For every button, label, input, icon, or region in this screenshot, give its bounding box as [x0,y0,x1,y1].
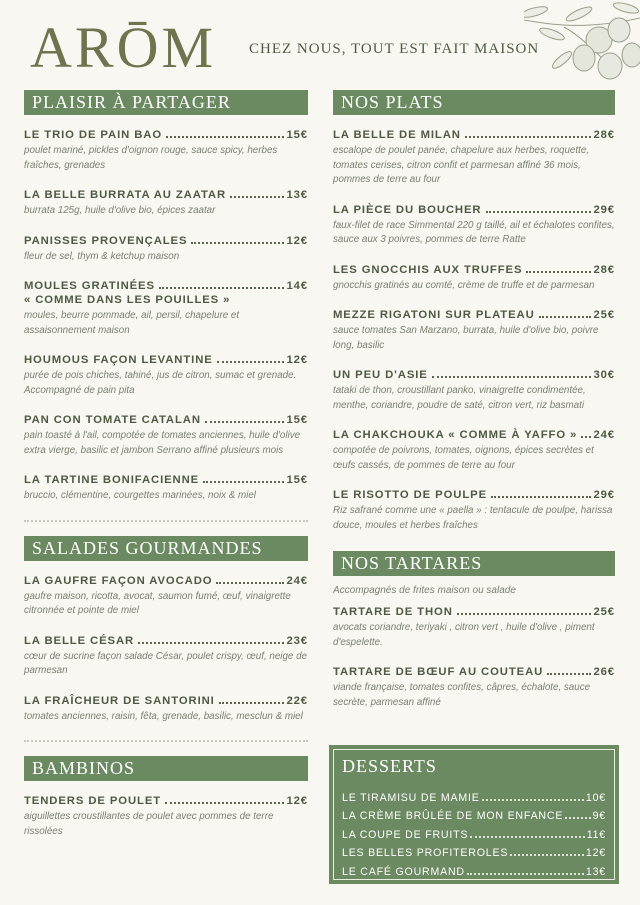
item-name: LE RISOTTO DE POULPE [333,489,487,501]
dessert-name: LE TIRAMISU DE MAMIE [342,791,480,804]
item-description: poulet mariné, pickles d'oignon rouge, sauce spicy, herbes fraîches, grenades [24,145,278,171]
menu-item [333,309,615,353]
item-description: cœur de sucrine façon salade César, poulet crispy, œuf, neige de parmesan [24,650,307,676]
dessert-price: 11€ [586,828,606,841]
menu-item [333,666,615,710]
dessert-item [342,859,606,878]
item-description: burrata 125g, huile d'olive bio, épices zaatar [24,205,216,216]
dessert-item [342,804,606,823]
menu-item [333,489,615,533]
item-name: LA BELLE CÉSAR [24,634,135,647]
item-description: sauce tomates San Marzano, burrata, huile d'olive bio, poivre long, basilic [333,325,599,351]
left-column [24,90,308,839]
item-price: 25€ [593,309,615,321]
dessert-item [342,822,606,841]
item-name: LA CHAKCHOUKA « COMME À YAFFO » [333,429,578,441]
item-name: LA FRAÎCHEUR DE SANTORINI [24,694,215,707]
tagline: CHEZ NOUS, TOUT EST FAIT MAISON [249,41,540,57]
item-description: pain toasté à l'ail, compotée de tomates anciennes, huile d'olive extra vierge, basilic et jambon Serrano affiné plusieurs mois [24,430,301,456]
item-description: faux-filet de race Simmental 220 g taillé, ail et échalotes confites, sauce aux 3 poivres, pommes de terre Ratte [333,219,615,245]
menu-item [333,204,615,248]
item-price: 15€ [286,474,308,486]
item-description: avocats coriandre, teriyaki , citron vert , huile d'olive , piment d'espelette. [333,622,595,648]
item-name: MOULES GRATINÉES [24,280,155,292]
menu-item [24,280,308,338]
desserts-frame [333,749,615,880]
item-name: PANISSES PROVENÇALES [24,234,188,247]
item-description: gnocchis gratinés au comté, crème de truffe et de parmesan [333,279,595,291]
item-price: 12€ [286,354,308,366]
section-title-plats: NOS PLATS [333,90,615,115]
item-price: 25€ [593,606,615,618]
section-title-salades: SALADES GOURMANDES [24,536,308,561]
item-description: escalope de poulet panée, chapelure aux herbes, roquette, tomates cerises, citron confit et parmesan affiné 36 mois, pommes de terre au four [333,145,589,185]
item-name: LA BELLE BURRATA AU ZAATAR [24,189,227,201]
item-price: 29€ [593,489,615,501]
menu-item [24,635,308,679]
dessert-name: LA CRÈME BRÛLÉE DE MON ENFANCE [342,810,564,822]
item-name: LE TRIO DE PAIN BAO [24,129,163,141]
item-price: 13€ [286,189,308,201]
item-description: gaufre maison, ricotta, avocat, saumon fumé, œuf, vinaigrette citronnée et pointe de miel [24,590,291,616]
menu-item [24,414,308,458]
desserts-box [329,745,619,884]
item-description: fleur de sel, thym & ketchup maison [24,250,180,262]
section-divider [24,740,308,742]
menu-item [24,354,308,398]
menu-item [333,606,615,650]
menu-item [333,264,615,294]
tartares-note: Accompagnés de frites maison ou salade [333,585,516,596]
menu-item [24,189,308,219]
item-description: tataki de thon, croustillant panko, vinaigrette condimentée, menthe, coriandre, poudre de saté, citron vert, riz basmati [333,385,586,411]
item-price: 12€ [286,234,308,247]
item-description: purée de pois chiches, tahiné, jus de citron, sumac et grenade. Accompagné de pain pita [24,370,297,396]
item-name: LA PIÈCE DU BOUCHER [333,203,482,216]
section-title-desserts: DESSERTS [342,756,437,776]
dessert-item [342,785,606,804]
item-name: MEZZE RIGATONI SUR PLATEAU [333,309,535,321]
item-subtitle: « COMME DANS LES POUILLES » [24,294,231,306]
item-name: TENDERS DE POULET [24,795,162,807]
item-name: LA GAUFRE FAÇON AVOCADO [24,574,213,587]
menu-item [24,474,308,504]
menu-item [24,129,308,173]
section-title-plaisir: PLAISIR À PARTAGER [24,90,308,115]
item-name: PAN CON TOMATE CATALAN [24,414,201,426]
item-name: TARTARE DE BŒUF AU COUTEAU [333,666,544,678]
item-description: moules, beurre pommade, ail, persil, chapelure et assaisonnement maison [24,310,240,336]
item-name: UN PEU D'ASIE [333,369,428,381]
menu-item [333,429,615,473]
item-name: LA TARTINE BONIFACIENNE [24,474,200,486]
item-name: LES GNOCCHIS AUX TRUFFES [333,263,523,276]
section-divider [24,520,308,522]
item-description: Riz safrané comme une « paella » : tentacule de poulpe, harissa douce, moules et herbes fraîches [333,505,613,531]
item-price: 24€ [286,574,308,587]
item-name: LA BELLE DE MILAN [333,129,461,141]
item-price: 28€ [593,129,615,141]
dessert-price: 10€ [585,791,606,804]
item-description: compotée de poivrons, tomates, oignons, épices secrètes et œufs cassés, de pommes de terre au four [333,445,594,471]
section-title-bambinos: BAMBINOS [24,756,308,781]
item-price: 14€ [286,280,308,292]
dessert-name: LA COUPE DE FRUITS [342,828,469,841]
menu-item [333,129,615,188]
item-name: HOUMOUS FAÇON LEVANTINE [24,354,213,366]
dessert-item [342,841,606,860]
item-price: 15€ [286,414,308,426]
item-price: 15€ [286,129,308,141]
menu-item [24,695,308,725]
item-description: tomates anciennes, raisin, fêta, grenade, basilic, mesclun & miel [24,710,303,722]
item-price: 29€ [593,203,615,216]
section-title-tartares: NOS TARTARES [333,551,615,576]
item-price: 26€ [593,666,615,678]
item-price: 22€ [286,694,308,707]
item-price: 12€ [286,795,308,807]
dessert-name: LE CAFÉ GOURMAND [342,865,465,878]
dessert-price: 13€ [585,865,606,878]
restaurant-logo: ARŌM [30,15,217,80]
item-name: TARTARE DE THON [333,606,453,618]
dessert-price: 12€ [585,847,606,859]
item-price: 30€ [593,369,615,381]
item-description: bruccio, clémentine, courgettes marinées, noix & miel [24,490,256,501]
item-description: viande française, tomates confites, câpres, échalote, sauce secrète, parmesan affiné [333,682,591,708]
menu-item [24,795,308,839]
item-price: 24€ [593,429,615,441]
dessert-price: 9€ [592,810,606,822]
right-column [333,90,615,710]
menu-item [333,369,615,413]
menu-item [24,235,308,265]
item-price: 23€ [286,634,308,647]
dessert-name: LES BELLES PROFITEROLES [342,847,509,859]
menu-item [24,575,308,619]
item-price: 28€ [593,263,615,276]
olive-branch-icon [524,0,640,92]
item-description: aiguillettes croustillantes de poulet avec pommes de terre rissolées [24,811,274,837]
